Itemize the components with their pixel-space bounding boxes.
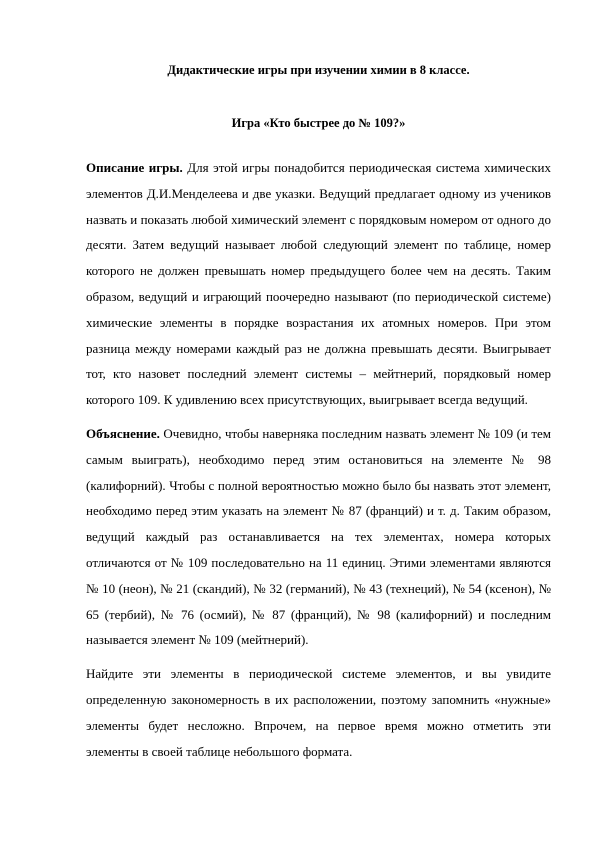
explanation-label: Объяснение. <box>86 425 160 441</box>
description-paragraph <box>86 155 551 413</box>
closing-paragraph: Найдите эти элементы в периодической системе элементов, и вы увидите определенную закономерность в их расположении, поэтому запомнить «нужные» элементы будет несложно. Впрочем, на первое время можно отметить эти элементы в своей таблице небольшого формата. <box>86 666 551 759</box>
description-text: Для этой игры понадобится периодическая система химических элементов Д.И.Менделеева и две указки. Ведущий предлагает одному из учеников назвать и показать любой химический элемент с порядковым номером от одного до десяти. Затем ведущий называет любой следующий элемент по таблице, номер которого не должен превышать номер предыдущего более чем на десять. Таким образом, ведущий и играющий поочередно называют (по периодической системе) химические элементы в порядке возрастания их атомных номеров. При этом разница между номерами каждый раз не должна превышать десяти. Выигрывает тот, кто назовет последний элемент системы – мейтнерий, порядковый номер которого 109. К удивлению всех присутствующих, выигрывает всегда ведущий. <box>86 160 551 408</box>
game-title: Игра «Кто быстрее до № 109?» <box>231 116 406 130</box>
document-title: Дидактические игры при изучении химии в 8 классе. <box>167 63 470 77</box>
explanation-text: Очевидно, чтобы наверняка последним назвать элемент № 109 (и тем самым выиграть), необходимо перед этим остановиться на элементе № 98 (калифорний). Чтобы с полной вероятностью можно было бы назвать этот элемент, необходимо перед этим указать на элемент № 87 (франций) и т. д. Таким образом, ведущий каждый раз останавливается на тех элементах, номера которых отличаются от № 109 последовательно на 11 единиц. Этими элементами являются № 10 (неон), № 21 (скандий), № 32 (германий), № 43 (технеций), № 54 (ксенон), № 65 (тербий), № 76 (осмий), № 87 (франций), № 98 (калифорний) и последним называется элемент № 109 (мейтнерий). <box>86 425 551 648</box>
description-label: Описание игры. <box>86 160 183 175</box>
explanation-paragraph <box>86 421 551 653</box>
